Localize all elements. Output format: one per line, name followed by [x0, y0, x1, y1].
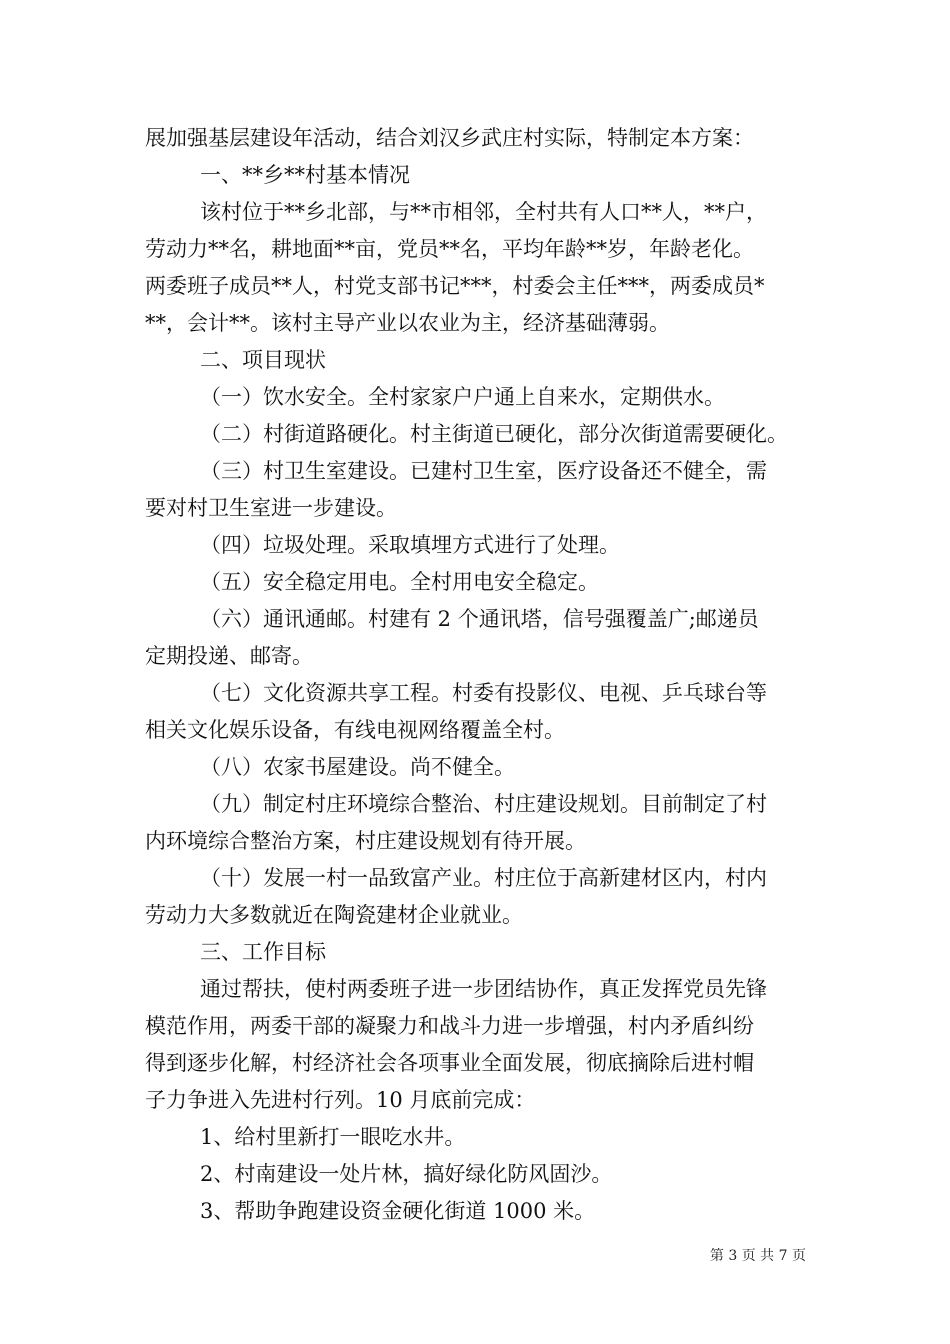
text-line: 劳动力**名，耕地面**亩，党员**名，平均年龄**岁，年龄老化。 — [145, 237, 754, 261]
text-line: （六）通讯通邮。村建有 2 个通讯塔，信号强覆盖广;邮递员 — [200, 607, 759, 631]
section-heading: 二、项目现状 — [200, 348, 326, 372]
text-line: 子力争进入先进村行列。10 月底前完成： — [145, 1088, 536, 1112]
page-footer: 第 3 页 共 7 页 — [709, 1248, 806, 1264]
text-line: 相关文化娱乐设备，有线电视网络覆盖全村。 — [145, 718, 565, 742]
text-line: 定期投递、邮寄。 — [145, 644, 313, 668]
text-line: **，会计**。该村主导产业以农业为主，经济基础薄弱。 — [145, 311, 670, 335]
section-heading: 三、工作目标 — [200, 940, 326, 964]
text-line: 模范作用，两委干部的凝聚力和战斗力进一步增强，村内矛盾纠纷 — [145, 1014, 754, 1038]
section-heading: 一、**乡**村基本情况 — [200, 163, 410, 187]
text-line: 1、给村里新打一眼吃水井。 — [200, 1125, 466, 1149]
text-line: （四）垃圾处理。采取填埋方式进行了处理。 — [200, 533, 620, 557]
text-line: 劳动力大多数就近在陶瓷建材企业就业。 — [145, 903, 523, 927]
text-line: 内环境综合整治方案，村庄建设规划有待开展。 — [145, 829, 586, 853]
text-line: 得到逐步化解，村经济社会各项事业全面发展，彻底摘除后进村帽 — [145, 1051, 754, 1075]
text-line: 该村位于**乡北部，与**市相邻，全村共有人口**人，**户， — [200, 200, 767, 224]
text-line: （二）村街道路硬化。村主街道已硬化，部分次街道需要硬化。 — [200, 422, 788, 446]
text-line: 两委班子成员**人，村党支部书记***，村委会主任***，两委成员* — [145, 274, 765, 298]
text-line: （八）农家书屋建设。尚不健全。 — [200, 755, 515, 779]
text-line: （九）制定村庄环境综合整治、村庄建设规划。目前制定了村 — [200, 792, 767, 816]
text-line: 2、村南建设一处片林，搞好绿化防风固沙。 — [200, 1162, 613, 1186]
text-line: 通过帮扶，使村两委班子进一步团结协作，真正发挥党员先锋 — [200, 977, 767, 1001]
text-line: （七）文化资源共享工程。村委有投影仪、电视、乒乓球台等 — [200, 681, 767, 705]
text-line: （三）村卫生室建设。已建村卫生室，医疗设备还不健全，需 — [200, 459, 767, 483]
text-line: 3、帮助争跑建设资金硬化街道 1000 米。 — [200, 1199, 596, 1223]
text-line: 要对村卫生室进一步建设。 — [145, 496, 397, 520]
document-body — [145, 120, 815, 1230]
text-line: （十）发展一村一品致富产业。村庄位于高新建材区内，村内 — [200, 866, 767, 890]
text-line: （五）安全稳定用电。全村用电安全稳定。 — [200, 570, 599, 594]
text-line: 展加强基层建设年活动，结合刘汉乡武庄村实际，特制定本方案： — [145, 126, 754, 150]
text-line: （一）饮水安全。全村家家户户通上自来水，定期供水。 — [200, 385, 725, 409]
